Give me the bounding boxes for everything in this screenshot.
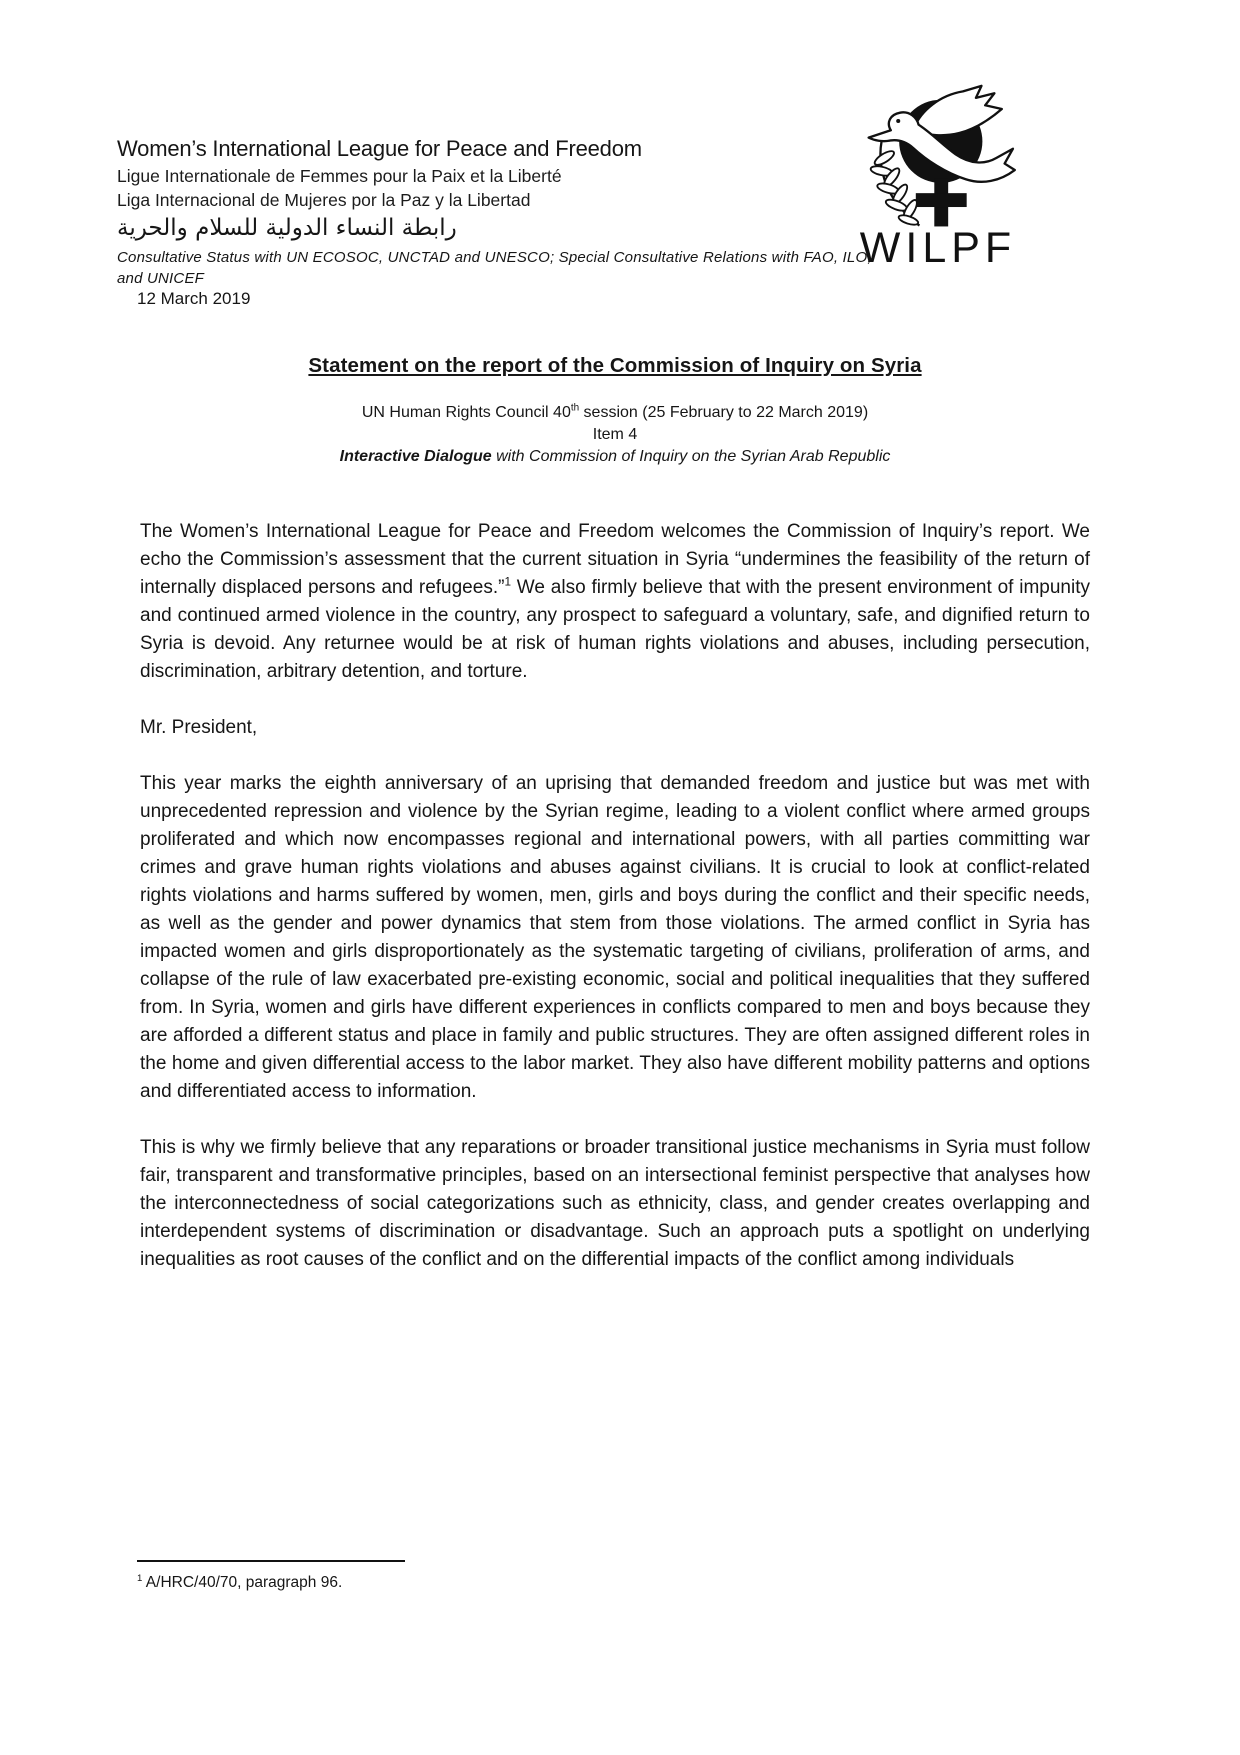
footnote-1-marker: 1 (137, 1572, 143, 1584)
org-name-english: Women’s International League for Peace and Freedom (117, 136, 642, 161)
document-title: Statement on the report of the Commission of Inquiry on Syria (308, 354, 922, 377)
statement-body (140, 518, 1090, 1302)
dialogue-line-rest: with Commission of Inquiry on the Syrian Arab Republic (491, 448, 891, 465)
footnote-separator-rule (137, 1560, 405, 1562)
paragraph-3: This is why we firmly believe that any reparations or broader transitional justice mechanisms in Syria must follow fair, transparent and transformative principles, based on an intersectional feminist perspective that analyses how the interconnectedness of social categorizations such as ethnicity, class, and gender creates overlapping and interdependent systems of discrimination or disadvantage. Such an approach puts a spotlight on underlying inequalities as root causes of the conflict and on the differential impacts of the conflict among individuals (140, 1137, 1090, 1270)
footnote-area (137, 1560, 837, 1593)
document-date: 12 March 2019 (137, 289, 251, 308)
paragraph-1-after-footnote: We also firmly believe that with the present environment of impunity and continued armed violence in the country, any prospect to safeguard a voluntary, safe, and dignified return to Syria is devoid. Any returnee would be at risk of human rights violations and abuses, including persecution, discrimination, arbitrary detention, and torture. (140, 577, 1090, 682)
org-name-arabic: رابطة النساء الدولية للسلام والحرية (117, 215, 457, 241)
session-text-after: session (25 February to 22 March 2019) (579, 404, 869, 421)
agenda-item-line: Item 4 (592, 426, 638, 443)
title-block (140, 354, 1090, 468)
org-header (117, 134, 877, 289)
org-name-french: Ligue Internationale de Femmes pour la Paix et la Liberté (117, 166, 562, 186)
dove-olive-branch-female-symbol-icon (850, 84, 1026, 232)
wilpf-acronym: WILPF (859, 224, 1017, 272)
paragraph-1 (140, 518, 1090, 686)
session-line (140, 402, 1090, 424)
session-ordinal-sup: th (570, 402, 580, 414)
dialogue-line (140, 446, 1090, 468)
salutation: Mr. President, (140, 717, 258, 738)
wilpf-logo (850, 84, 1026, 270)
footnote-1-text: A/HRC/40/70, paragraph 96. (142, 1574, 343, 1591)
paragraph-2: This year marks the eighth anniversary of an uprising that demanded freedom and justice but was met with unprecedented repression and violence by the Syrian regime, leading to a violent conflict where armed groups proliferated and which now encompasses regional and international powers, with all parties committing war crimes and grave human rights violations and abuses against civilians. It is crucial to look at conflict-related rights violations and harms suffered by women, men, girls and boys during the conflict and their specific needs, as well as the gender and power dynamics that stem from those violations. The armed conflict in Syria has impacted women and girls disproportionately as the systematic targeting of civilians, proliferation of arms, and collapse of the rule of law exacerbated pre-existing economic, social and political inequalities that they suffered from. In Syria, women and girls have different experiences in conflicts compared to men and boys because they are afforded a different status and place in family and public structures. They are often assigned different roles in the home and given differential access to the labor market. They also have different mobility patterns and options and differentiated access to information. (140, 773, 1090, 1102)
footnote-1-reference: 1 (504, 575, 511, 589)
footnote-1 (137, 1573, 837, 1593)
paragraph-1-before-footnote: The Women’s International League for Peace and Freedom welcomes the Commission of Inquiry’s report. We echo the Commission’s assessment that the current situation in Syria “undermines the feasibility of the return of internally displaced persons and refugees.” (140, 521, 1090, 598)
dialogue-line-bold: Interactive Dialogue (339, 448, 492, 465)
session-text-before: UN Human Rights Council 40 (361, 404, 571, 421)
org-name-spanish: Liga Internacional de Mujeres por la Paz y la Libertad (117, 190, 531, 210)
consultative-status-line: Consultative Status with UN ECOSOC, UNCTAD and UNESCO; Special Consultative Relations with FAO, ILO, and UNICEF (117, 249, 872, 287)
